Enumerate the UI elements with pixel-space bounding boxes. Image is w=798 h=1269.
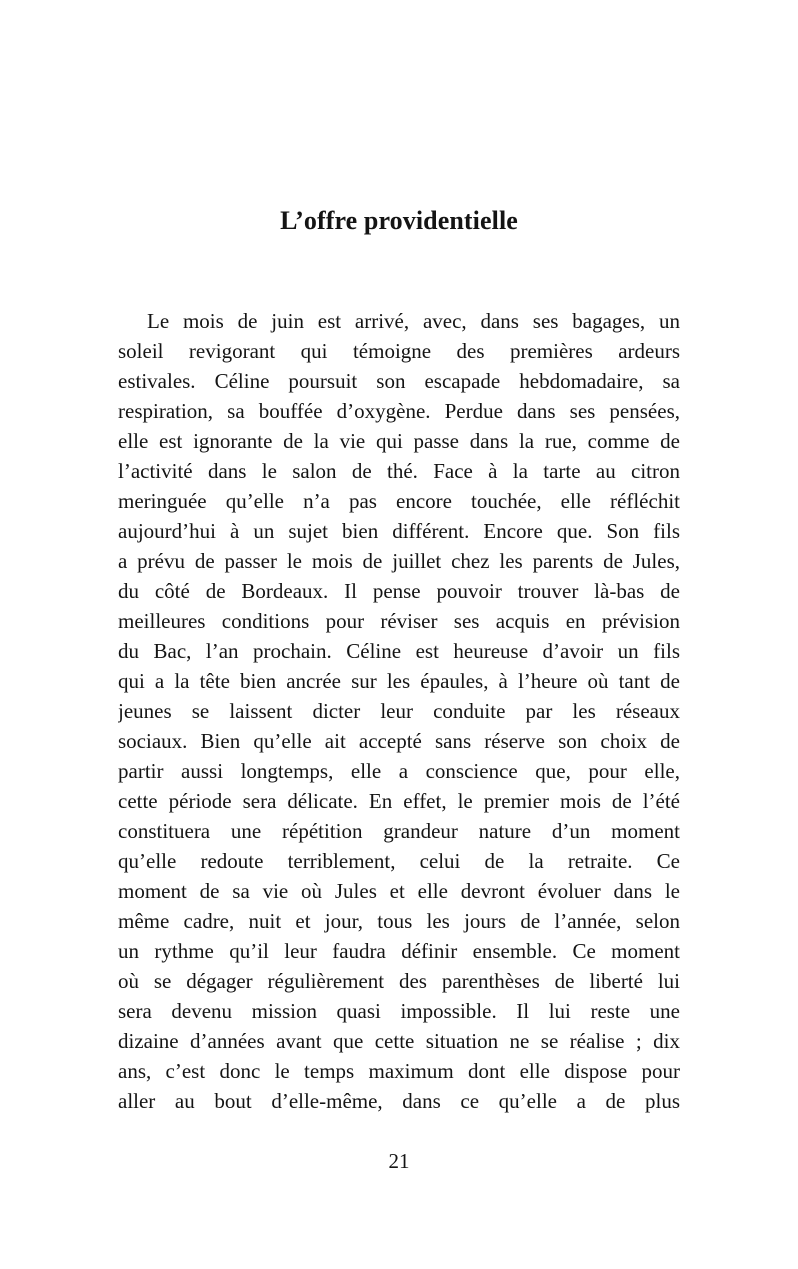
text-line: jeunes se laissent dicter leur conduite par les réseaux <box>118 699 680 723</box>
text-line: aujourd’hui à un sujet bien différent. Encore que. Son fils <box>118 519 680 543</box>
text-line: sera devenu mission quasi impossible. Il lui reste une <box>118 999 680 1023</box>
text-line: cette période sera délicate. En effet, le premier mois de l’été <box>118 789 680 813</box>
text-line: moment de sa vie où Jules et elle devront évoluer dans le <box>118 879 680 903</box>
text-line: soleil revigorant qui témoigne des premières ardeurs <box>118 339 680 363</box>
page-number: 21 <box>388 1149 410 1173</box>
text-line: ans, c’est donc le temps maximum dont elle dispose pour <box>118 1059 680 1083</box>
text-line: qu’elle redoute terriblement, celui de la retraite. Ce <box>118 849 680 873</box>
text-line: dizaine d’années avant que cette situation ne se réalise ; dix <box>118 1029 680 1053</box>
text-line: même cadre, nuit et jour, tous les jours de l’année, selon <box>118 909 680 933</box>
text-line: estivales. Céline poursuit son escapade hebdomadaire, sa <box>118 369 680 393</box>
text-line: du côté de Bordeaux. Il pense pouvoir trouver là-bas de <box>118 579 680 603</box>
text-line: partir aussi longtemps, elle a conscience que, pour elle, <box>118 759 680 783</box>
text-line: qui a la tête bien ancrée sur les épaules, à l’heure où tant de <box>118 669 680 693</box>
text-line: constituera une répétition grandeur nature d’un moment <box>118 819 680 843</box>
text-line: respiration, sa bouffée d’oxygène. Perdue dans ses pensées, <box>118 399 680 423</box>
text-line: aller au bout d’elle-même, dans ce qu’elle a de plus <box>118 1089 680 1113</box>
text-line: meringuée qu’elle n’a pas encore touchée, elle réfléchit <box>118 489 680 513</box>
text-line: où se dégager régulièrement des parenthèses de liberté lui <box>118 969 680 993</box>
text-line: l’activité dans le salon de thé. Face à la tarte au citron <box>118 459 680 483</box>
text-line: un rythme qu’il leur faudra définir ensemble. Ce moment <box>118 939 680 963</box>
text-line: meilleures conditions pour réviser ses acquis en prévision <box>118 609 680 633</box>
text-line: sociaux. Bien qu’elle ait accepté sans réserve son choix de <box>118 729 680 753</box>
body-paragraph <box>118 306 680 1116</box>
text-line: elle est ignorante de la vie qui passe dans la rue, comme de <box>118 429 680 453</box>
text-line: du Bac, l’an prochain. Céline est heureuse d’avoir un fils <box>118 639 680 663</box>
chapter-title: L’offre providentielle <box>280 206 518 235</box>
text-line: a prévu de passer le mois de juillet chez les parents de Jules, <box>118 549 680 573</box>
text-line: Le mois de juin est arrivé, avec, dans ses bagages, un <box>147 309 680 333</box>
